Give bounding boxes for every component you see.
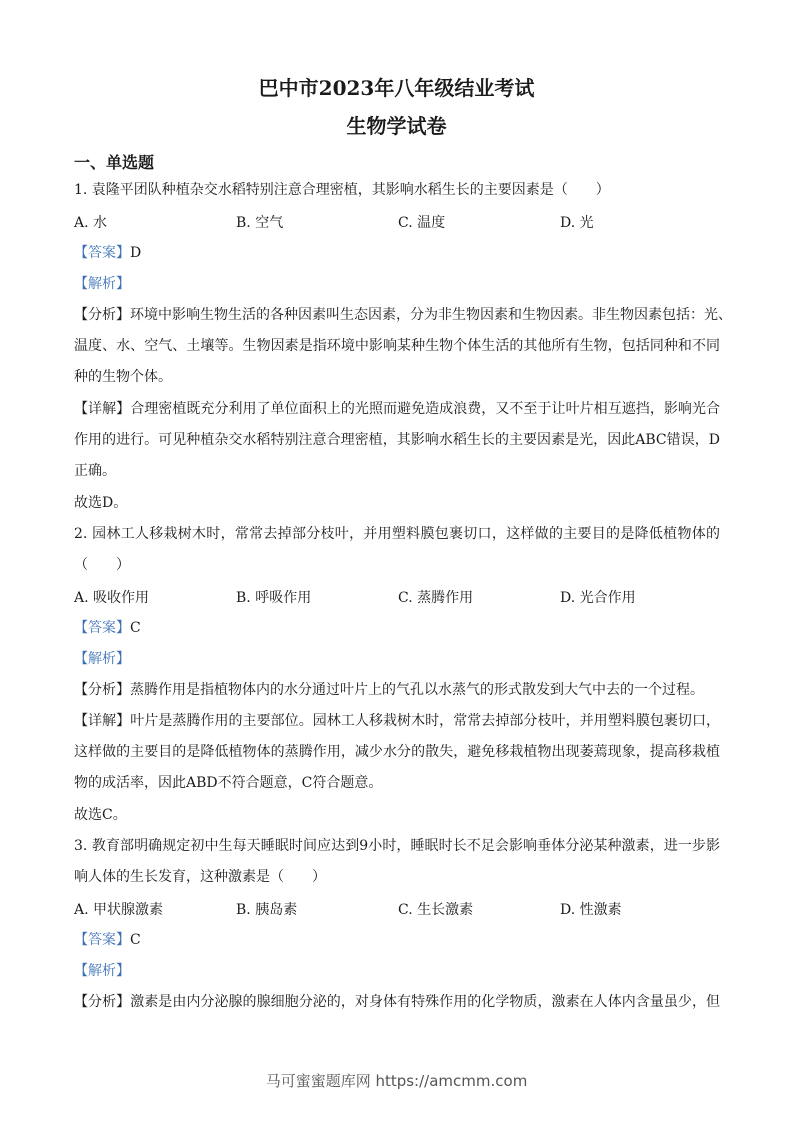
q2-option-b: B. 呼吸作用 <box>236 590 312 606</box>
q1-option-b: B. 空气 <box>236 215 284 231</box>
q3-answer <box>74 930 720 950</box>
question-3-stem-line-2: 响人体的生长发育，这种激素是（ ） <box>74 869 326 885</box>
analysis-tag: 【解析】 <box>74 651 130 667</box>
q1-fenxi-line-2: 温度、水、空气、土壤等。生物因素是指环境中影响某种生物个体生活的其他所有生物，包括同种和不同 <box>74 338 720 354</box>
xiangjie-tag: 【详解】 <box>74 713 131 729</box>
answer-value: C <box>130 932 141 948</box>
q3-analysis-tag <box>74 961 720 981</box>
q3-option-b: B. 胰岛素 <box>236 902 298 918</box>
xiangjie-text: 叶片是蒸腾作用的主要部位。园林工人移栽树木时，常常去掉部分枝叶，并用塑料膜包裹切口， <box>130 713 721 729</box>
fenxi-text: 激素是由内分泌腺的腺细胞分泌的，对身体有特殊作用的化学物质，激素在人体内含量虽少，但 <box>130 994 721 1010</box>
q2-answer <box>74 618 720 638</box>
document-subtitle: 生物学试卷 <box>346 114 447 138</box>
q1-xiangjie-line-2: 作用的进行。可见种植杂交水稻特别注意合理密植，其影响水稻生长的主要因素是光，因此ABC错误，D <box>74 432 720 448</box>
q1-option-d: D. 光 <box>560 215 594 231</box>
fenxi-tag: 【分析】 <box>74 994 131 1010</box>
answer-tag: 【答案】 <box>74 932 130 948</box>
q2-option-d: D. 光合作用 <box>560 590 636 606</box>
question-3-stem-line-1: 3. 教育部明确规定初中生每天睡眠时间应达到9小时，睡眠时长不足会影响垂体分泌某种激素，进一步影 <box>74 838 720 854</box>
fenxi-text: 环境中影响生物生活的各种因素叫生态因素，分为非生物因素和生物因素。非生物因素包括：光、 <box>130 307 732 323</box>
q3-fenxi-line-1 <box>74 992 720 1012</box>
question-1-stem: 1. 袁隆平团队种植杂交水稻特别注意合理密植，其影响水稻生长的主要因素是（ ） <box>74 182 610 198</box>
answer-value: D <box>130 245 142 261</box>
q2-option-c: C. 蒸腾作用 <box>398 590 474 606</box>
footer-watermark: 马可蜜蜜题库网 https://amcmm.com <box>265 1072 528 1090</box>
q2-xiangjie-line-2: 这样做的主要目的是降低植物体的蒸腾作用，减少水分的散失，避免移栽植物出现萎蔫现象，提高移栽植 <box>74 744 720 760</box>
question-2-stem-line-1: 2. 园林工人移栽树木时，常常去掉部分枝叶，并用塑料膜包裹切口，这样做的主要目的是降低植物体的 <box>74 526 720 542</box>
q1-option-c: C. 温度 <box>398 215 446 231</box>
question-2-stem-line-2: （ ） <box>74 557 130 573</box>
q1-analysis-tag <box>74 274 720 294</box>
q1-xiangjie-line-3: 正确。 <box>74 463 116 479</box>
fenxi-text: 蒸腾作用是指植物体内的水分通过叶片上的气孔以水蒸气的形式散发到大气中去的一个过程。 <box>130 682 704 698</box>
q2-xiangjie-line-3: 物的成活率，因此ABD不符合题意，C符合题意。 <box>74 775 383 791</box>
q1-answer <box>74 243 720 263</box>
q2-xiangjie-line-1 <box>74 711 720 731</box>
q1-fenxi-line-1 <box>74 305 732 325</box>
q2-conclusion: 故选C。 <box>74 807 127 823</box>
document-title: 巴中市2023年八年级结业考试 <box>258 76 535 100</box>
analysis-tag: 【解析】 <box>74 276 130 292</box>
q2-fenxi-line-1 <box>74 680 720 700</box>
q1-conclusion: 故选D。 <box>74 495 128 511</box>
answer-tag: 【答案】 <box>74 245 130 261</box>
analysis-tag: 【解析】 <box>74 963 130 979</box>
answer-value: C <box>130 620 141 636</box>
q1-fenxi-line-3: 种的生物个体。 <box>74 369 172 385</box>
q3-option-c: C. 生长激素 <box>398 902 474 918</box>
xiangjie-tag: 【详解】 <box>74 401 131 417</box>
q2-analysis-tag <box>74 649 720 669</box>
fenxi-tag: 【分析】 <box>74 307 130 323</box>
answer-tag: 【答案】 <box>74 620 130 636</box>
q1-option-a: A. 水 <box>74 215 108 231</box>
fenxi-tag: 【分析】 <box>74 682 130 698</box>
xiangjie-text: 合理密植既充分利用了单位面积上的光照而避免造成浪费，又不至于让叶片相互遮挡，影响光合 <box>130 401 721 417</box>
section-heading: 一、单选题 <box>74 153 155 172</box>
q1-xiangjie-line-1 <box>74 399 720 419</box>
q3-option-d: D. 性激素 <box>560 902 622 918</box>
q2-option-a: A. 吸收作用 <box>74 590 150 606</box>
q3-option-a: A. 甲状腺激素 <box>74 902 164 918</box>
